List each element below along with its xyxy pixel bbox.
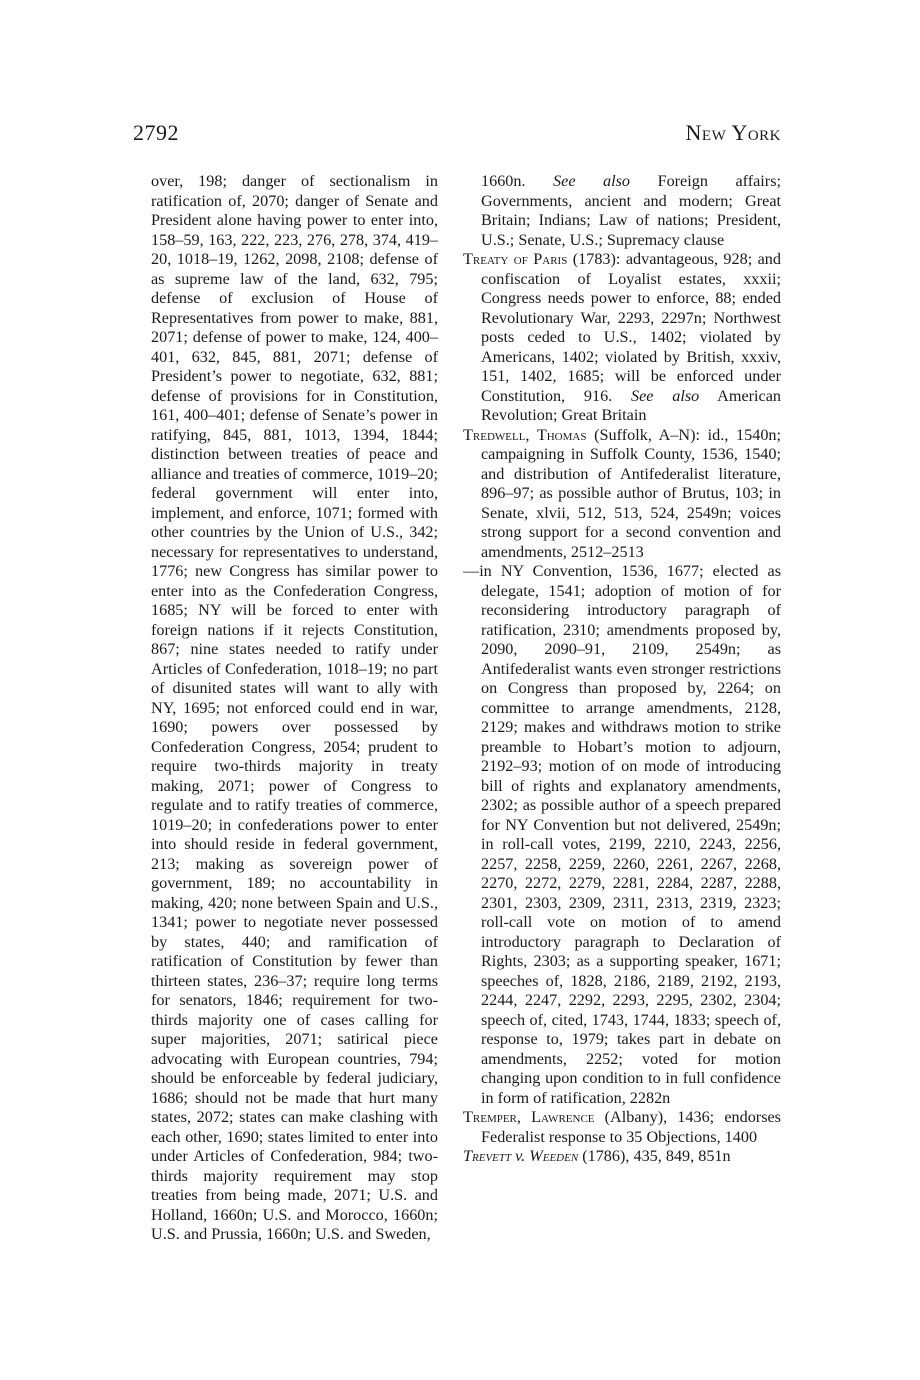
- treaties-entry-continuation: over, 198; danger of sectionalism in ratification of, 2070; danger of Senate and President alone having power to enter into, 158–59, 163, 222, 223, 276, 278, 374, 419–20, 1018–19, 1262, 2098, 2108; defense of as supreme law of the land, 632, 795; defense of exclusion of House of Representatives from power to make, 881, 2071; defense of power to make, 124, 400–401, 632, 845, 881, 2071; defense of President’s power to negotiate, 632, 881; defense of provisions for in Constitution, 161, 400–401; defense of Senate’s power in ratifying, 845, 881, 1013, 1394, 1844; distinction between treaties of peace and alliance and treaties of commerce, 1019–20; federal government will enter into, implement, and enforce, 1071; formed with other countries by the Union of U.S., 342; necessary for representatives to understand, 1776; new Congress has similar power to enter into as the Confederation Congress, 1685; NY will be forced to enter with foreign nations if it rejects Constitution, 867; nine states needed to ratify under Articles of Confederation, 1018–19; no part of disunited states will want to ally with NY, 1695; not enforced could end in war, 1690; powers over possessed by Confederation Congress, 2054; prudent to require two-thirds majority in treaty making, 2071; power of Congress to regulate and to ratify treaties of commerce, 1019–20; in confederations power to enter into should reside in federal government, 213; making as sovereign power of government, 189; no accountability in making, 420; none between Spain and U.S., 1341; power to negotiate never possessed by states, 440; and ramification of ratification of Constitution by fewer than thirteen states, 236–37; require long terms for senators, 1846; requirement for two-thirds majority one of cases calling for super majorities, 2071; satirical piece advocating with European countries, 794; should be enforceable by federal judiciary, 1686; should not be made that hurt many states, 2072; states can make clashing with each other, 1690; states limited to enter into under Articles of Confederation, 984; two-thirds majority requirement may stop treaties from being made, 2071; U.S. and Holland, 1660n; U.S. and Morocco, 1660n; U.S. and Prussia, 1660n; U.S. and Sweden,: [151, 172, 438, 1243]
- entry-text: (1786), 435, 849, 851n: [578, 1147, 731, 1165]
- case-versus: v.: [511, 1147, 530, 1165]
- entry-text: (Suffolk, A–N): id., 1540n; campaigning in Suffolk County, 1536, 1540; and distribution of Antifederalist literature, 896–97; as possible author of Brutus, 103; in Senate, xlvii, 512, 513, 524, 2549n; voices strong support for a second convention and amendments, 2512–2513: [481, 425, 781, 561]
- case-name-a: Trevett: [463, 1147, 512, 1165]
- entry-heading: Tredwell, Thomas: [463, 425, 587, 444]
- see-also-label: See also: [631, 386, 700, 405]
- index-entry-tremper: [463, 1108, 781, 1147]
- page-number: 2792: [133, 120, 179, 145]
- see-also-label: See also: [553, 172, 631, 190]
- index-entry-tredwell: [463, 426, 781, 563]
- continuation-text-a: 1660n.: [481, 172, 554, 190]
- continuation-text-b: Foreign affairs; Governments, ancient and modern; Great Britain; Indians; Law of nations; President, U.S.; Senate, U.S.; Supremacy clause: [481, 172, 781, 249]
- case-name-b: Weeden: [529, 1147, 579, 1165]
- index-entry-treaty-of-paris: [463, 250, 781, 426]
- treaties-entry-see-also: [463, 172, 781, 250]
- entry-text-b: American Revolution; Great Britain: [481, 386, 781, 424]
- entry-text-a: (1783): advantageous, 928; and confiscation of Loyalist estates, xxxii; Congress needs power to enforce, 88; ended Revolutionary War, 2293, 2297n; Northwest posts ceded to U.S., 1402; violated by Americans, 1402; violated by British, xxxiv, 151, 1402, 1685; will be enforced under Constitution, 916.: [481, 250, 781, 405]
- left-column: [133, 172, 438, 1245]
- running-head: New York: [685, 120, 781, 145]
- entry-text: (Albany), 1436; endorses Federalist response to 35 Objections, 1400: [481, 1108, 781, 1146]
- right-column: [463, 172, 781, 1167]
- page-header: [133, 120, 781, 150]
- entry-heading: Tremper, Lawrence: [463, 1108, 595, 1126]
- index-entry-trevett: [463, 1147, 781, 1167]
- index-subentry-tredwell-convention: —in NY Convention, 1536, 1677; elected as delegate, 1541; adoption of motion of for reconsidering introductory paragraph of ratification, 2310; amendments proposed by, 2090, 2090–91, 2109, 2549n; as Antifederalist wants even stronger restrictions on Congress than proposed by, 2264; on committee to arrange amendments, 2128, 2129; makes and withdraws motion to strike preamble to Hobart’s motion to adjourn, 2192–93; motion of on mode of introducing bill of rights and explanatory amendments, 2302; as possible author of a speech prepared for NY Convention but not delivered, 2549n; in roll-call votes, 2199, 2210, 2243, 2256, 2257, 2258, 2259, 2260, 2261, 2267, 2268, 2270, 2272, 2279, 2281, 2284, 2287, 2288, 2301, 2303, 2309, 2311, 2313, 2319, 2323; roll-call vote on motion of to amend introductory paragraph to Declaration of Rights, 2303; as a supporting speaker, 1671; speeches of, 1828, 2186, 2189, 2192, 2193, 2244, 2247, 2292, 2293, 2295, 2302, 2304; speech of, cited, 1743, 1744, 1833; speech of, response to, 1979; takes part in debate on amendments, 2252; voted for motion changing upon condition to in full confidence in form of ratification, 2282n: [463, 562, 781, 1107]
- entry-heading: Treaty of Paris: [463, 250, 568, 268]
